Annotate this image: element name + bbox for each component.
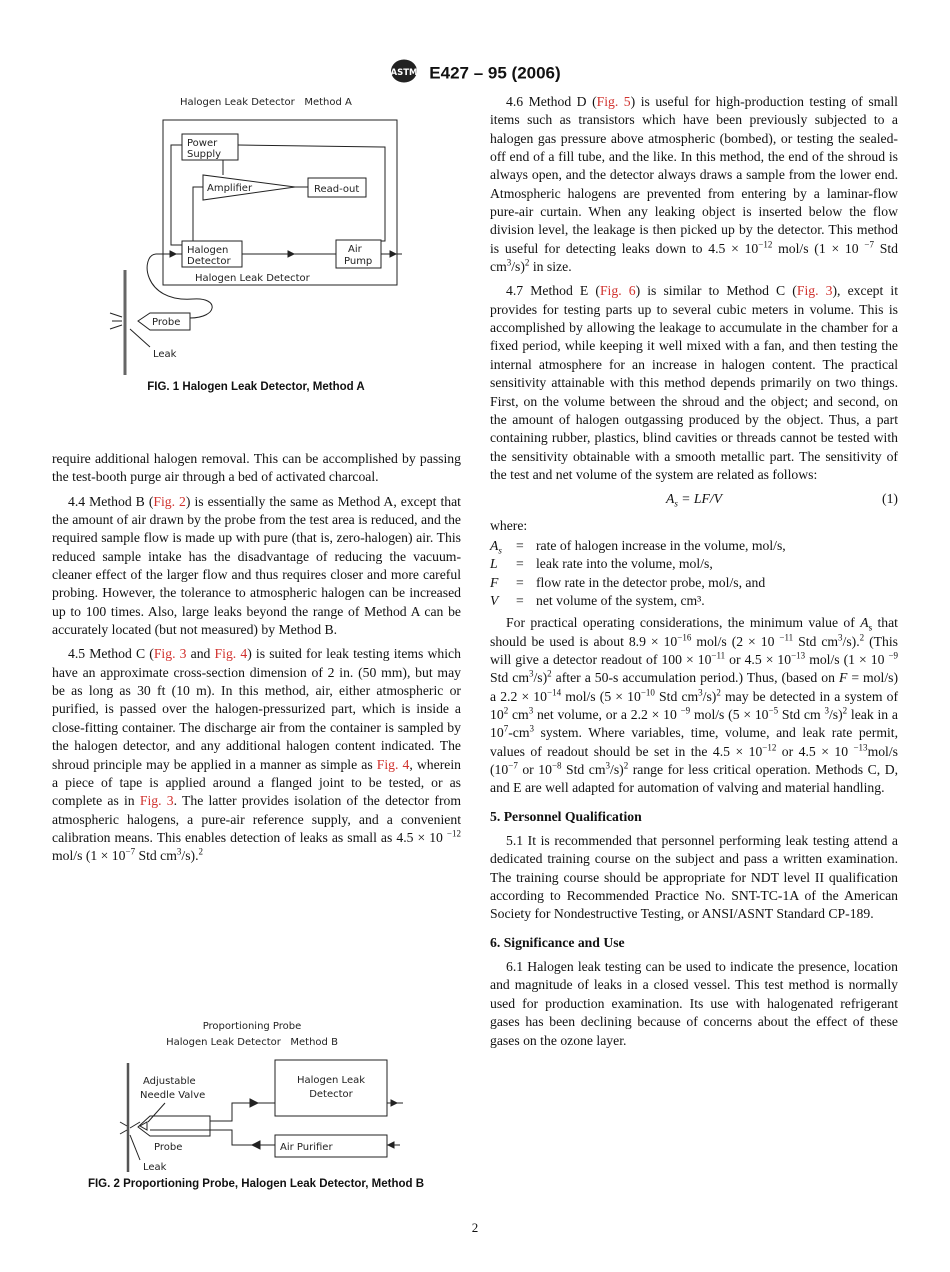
def-text: flow rate in the detector probe, mol/s, and — [536, 574, 766, 590]
probe-shape — [138, 1116, 210, 1136]
superscript: 3 — [824, 705, 829, 716]
text-run: and — [186, 646, 215, 662]
text-run: Std cm — [778, 707, 825, 722]
fig2-title: Proportioning Probe — [202, 1021, 302, 1032]
text-run: /s). — [842, 633, 860, 649]
label-amplifier: Amplifier — [207, 183, 253, 194]
section-6-heading: 6. Significance and Use — [490, 934, 625, 950]
text-run: /s). — [181, 848, 199, 864]
text-run: For practical operating considerations, the minimum value of — [506, 615, 861, 631]
text-run: Std cm — [490, 240, 898, 275]
text-run: may be detected in a system of 10 — [490, 688, 899, 722]
label-halogen: Halogen — [187, 245, 229, 256]
label-supply: Supply — [187, 149, 222, 160]
italic-symbol: F — [838, 670, 848, 686]
superscript: −7 — [508, 760, 518, 771]
label-probe: Probe — [154, 1142, 183, 1153]
text-run: ) is suited for leak testing items which have an approximate cross-section dimension of 2 in. (50 mm), but may be as long as 30 ft (10 m). In this method, air, either atmospheric or purified, is passed over the halogen-pressurized part, which is inside a close-fitting container. The discharge air from the container is sampled by the halogen detector, and any additional halogen content indicated. The shroud principle may be applied in a manner as simple as — [52, 646, 461, 772]
text-run: /s) — [533, 670, 548, 686]
superscript: 2 — [716, 687, 721, 698]
label-detector: Detector — [187, 256, 231, 267]
text-run: /s) — [610, 762, 624, 778]
text-run: = mol/s) a 2.2 × 10 — [490, 670, 899, 704]
text-run: mol/s (1 × 10 — [52, 848, 126, 864]
superscript: −12 — [762, 742, 777, 753]
def-symbol: V — [490, 592, 499, 608]
superscript: 2 — [547, 668, 552, 679]
paragraph-4-6 — [490, 93, 898, 276]
label-air-purifier: Air Purifier — [280, 1142, 333, 1153]
superscript: 3 — [605, 760, 611, 771]
def-equals: = — [516, 574, 524, 590]
text-run: or 10 — [517, 762, 552, 778]
text-run: , wherein a piece of tape is applied around a flanged joint to be tested, or as complete as in — [52, 756, 461, 809]
paragraph-5-1 — [490, 832, 898, 924]
def-equals: = — [516, 537, 524, 553]
designation: E427 – 95 (2006) — [429, 63, 561, 83]
figure-1-caption: FIG. 1 Halogen Leak Detector, Method A — [147, 381, 365, 393]
text-run: range for less critical operation. Methods C, D, and E are well adapted for automation of valving and material handling. — [490, 762, 899, 796]
superscript: 2 — [842, 705, 848, 716]
text-run: ) is similar to Method C ( — [635, 283, 797, 299]
figure-1-diagram — [90, 85, 430, 375]
paragraph-4-4 — [52, 493, 461, 640]
figure-link[interactable]: Fig. 3 — [796, 283, 833, 299]
def-equals: = — [516, 556, 524, 572]
fig1-title: Halogen Leak Detector Method A — [180, 97, 352, 108]
text-run: net volume, or a 2.2 × 10 — [533, 707, 681, 722]
superscript: 3 — [506, 257, 512, 268]
text-run: or 4.5 × 10 — [725, 651, 792, 667]
section-5-heading: 5. Personnel Qualification — [490, 808, 642, 824]
text-run: mol/s (5 × 10 — [561, 688, 641, 704]
fig2-subtitle: Halogen Leak Detector Method B — [166, 1037, 338, 1048]
paragraph-6-1 — [490, 958, 898, 1050]
text-run: ) is essentially the same as Method A, except that the amount of air drawn by the probe from the test area is reduced, and the required sample flow is made up with pure (that is, zero-halogen) air. This reduced sample intake has the disadvantage of reducing the vacuum-cleaner effect of the larger flow and thus requires closer and more careful probing. However, the tolerance to atmospheric halogen can be increased up to 100 times. Also, large leaks beyond the range of Method A can be accurately located (but not measured) by Method B. — [52, 493, 461, 638]
figure-link[interactable]: Fig. 4 — [376, 756, 410, 772]
superscript: 3 — [698, 687, 703, 698]
superscript: −11 — [711, 650, 726, 661]
superscript: 2 — [198, 846, 204, 857]
superscript: −10 — [640, 687, 655, 698]
text-run: /s) — [828, 707, 843, 722]
text-run: system. Where variables, time, volume, and leak rate permit, values of readout should be set in the 4.5 × 10 — [490, 725, 898, 759]
superscript: −12 — [446, 828, 461, 839]
label-air: Air — [348, 244, 362, 255]
text-run: mol/s (2 × 10 — [691, 633, 780, 649]
superscript: −9 — [888, 650, 899, 661]
def-subscript: s — [498, 545, 502, 556]
figure-2-diagram — [80, 1010, 470, 1172]
superscript: −9 — [680, 705, 691, 716]
def-text: net volume of the system, cm³. — [536, 592, 705, 608]
text-run: . The latter provides isolation of the detector from atmospheric halogens, a pure-air reference supply, and a convenient calibration means. This enables detection of leaks as small as 4.5 × 10 — [52, 793, 461, 845]
text-run: that should be used is about 8.9 × 10 — [490, 615, 898, 649]
paragraph-4-7 — [490, 282, 898, 484]
superscript: −5 — [768, 705, 779, 716]
right-column — [490, 93, 898, 1056]
superscript: 3 — [176, 846, 182, 857]
where-label: where: — [490, 517, 528, 533]
text-run: = LF/V — [677, 491, 723, 507]
text-run: Std cm — [135, 848, 177, 864]
text-run: cm — [508, 707, 529, 722]
superscript: −13 — [791, 650, 806, 661]
text-run: Std cm — [490, 670, 529, 686]
superscript: −11 — [779, 632, 794, 643]
text-run: after a 50-s accumulation period.) Thus, (based on — [551, 670, 839, 686]
figure-link[interactable]: Fig. 2 — [153, 493, 186, 509]
def-symbol: A — [490, 537, 499, 553]
text-run: 4.4 Method B ( — [68, 493, 154, 509]
def-equals: = — [516, 592, 524, 608]
superscript: 3 — [838, 632, 843, 643]
superscript: 3 — [528, 705, 534, 716]
label-leak: Leak — [143, 1162, 167, 1172]
text-run: 4.7 Method E ( — [506, 283, 600, 299]
equation-text — [665, 491, 723, 509]
superscript: 3 — [528, 668, 534, 679]
subscript: s — [674, 498, 678, 509]
figure-link[interactable]: Fig. 5 — [596, 94, 631, 109]
definitions-list — [490, 537, 898, 610]
superscript: −7 — [864, 239, 874, 250]
text-run: 4.6 Method D ( — [506, 94, 597, 109]
text-run: /s) — [511, 259, 525, 275]
figure-link[interactable]: Fig. 4 — [214, 646, 248, 662]
text-run: or 4.5 × 10 — [776, 743, 854, 759]
paragraph — [52, 450, 461, 487]
text-run: ) is useful for high-production testing of small items such as transistors which have been previously subjected to a halogen gas pressure above atmospheric (bombed), or testing the sealed-off end of a fill tube, and the like. In this method, the end of the shroud is always open, and the detector always draws a sample from the lower end. Atmospheric halogens are prevented from entering by a laminar-flow pure-air curtain. When any leaking object is inserted below the flow division level, the leakage is then picked up by the detector. This method is useful for detecting leaks down to 4.5 × 10 — [490, 94, 898, 256]
superscript: −14 — [547, 687, 562, 698]
superscript: 3 — [529, 723, 534, 734]
label-readout: Read-out — [314, 184, 360, 195]
superscript: −16 — [677, 632, 692, 643]
figure-link[interactable]: Fig. 3 — [153, 646, 187, 662]
subscript: s — [868, 623, 873, 634]
text-run: mol/s (1 × 10 — [805, 651, 889, 667]
paragraph-practical — [490, 614, 898, 797]
definition-item — [490, 537, 898, 555]
label-detector: Detector — [309, 1089, 353, 1100]
superscript: −13 — [853, 742, 868, 753]
label-power: Power — [187, 138, 218, 149]
text-run: in size. — [529, 259, 572, 275]
superscript: −12 — [758, 239, 773, 250]
text-run: 5.1 It is recommended that personnel performing leak testing attend a dedicated training course on the subject and pass a written examination. The training course should be appropriate for NDT level II qualification according to Recommended Practice No. SNT-TC-1A of the American Society for Nondestructive Testing, or ANSI/ASNT Standard CP-189. — [490, 833, 898, 922]
text-run: A — [665, 491, 675, 507]
text-run: Std cm — [561, 762, 606, 778]
def-text: leak rate into the volume, mol/s, — [536, 556, 713, 572]
page-number: 2 — [471, 1220, 479, 1235]
definition-item — [490, 574, 898, 592]
text-run: 4.5 Method C ( — [68, 646, 154, 662]
equation-1 — [490, 490, 898, 508]
label-needle-valve: Needle Valve — [140, 1090, 206, 1101]
label-probe: Probe — [152, 317, 181, 328]
def-text: rate of halogen increase in the volume, mol/s, — [536, 537, 786, 553]
italic-symbol: A — [860, 615, 869, 631]
figure-link[interactable]: Fig. 6 — [599, 283, 636, 299]
text-run: require additional halogen removal. This can be accomplished by passing the test-booth purge air through a bed of activated charcoal. — [52, 451, 461, 485]
figure-2-caption: FIG. 2 Proportioning Probe, Halogen Leak Detector, Method B — [87, 1178, 425, 1190]
definition-item — [490, 592, 898, 610]
superscript: 2 — [623, 760, 629, 771]
left-column — [52, 450, 461, 872]
superscript: 2 — [524, 257, 530, 268]
label-enclosure: Halogen Leak Detector — [195, 273, 310, 284]
equation-number: (1) — [882, 491, 898, 507]
text-run: leak in a 10 — [490, 707, 898, 741]
superscript: −8 — [551, 760, 562, 771]
svg-text:ASTM: ASTM — [390, 68, 418, 78]
text-run: mol/s (1 × 10 — [772, 240, 865, 256]
superscript: 2 — [503, 705, 509, 716]
figure-link[interactable]: Fig. 3 — [139, 793, 174, 809]
label-halogen-leak: Halogen Leak — [296, 1075, 366, 1086]
superscript: 7 — [503, 723, 509, 734]
text-run: mol/s (10 — [490, 743, 898, 778]
text-run: Std cm — [793, 633, 839, 649]
definition-item — [490, 555, 898, 573]
superscript: 2 — [859, 632, 865, 643]
superscript: −7 — [125, 846, 136, 857]
text-run: Std cm — [654, 688, 699, 704]
halogen-leak-detector-box — [275, 1060, 387, 1116]
def-symbol: L — [490, 556, 498, 572]
text-run: ), except it provides for testing parts up to several cubic meters in volume. This is accomplished by allowing the leakage to accumulate in the chamber for a fixed period, while keeping it well mixed with a fan, and then testing the internal atmosphere for an increase in halogen content. The practical sensitivity attainable with this method depends primarily on two things. First, on the volume between the shroud and the object; and second, on the amount of halogen outgassing produced by the object. Thus, a part containing rubber, plastics, blind cavities or threads cannot be tested with the sensitivity obtainable with a smooth metallic part. The sensitivity of the test and net volume of the system are related as follows: — [490, 283, 898, 482]
label-pump: Pump — [344, 256, 373, 267]
text-run: 6.1 Halogen leak testing can be used to indicate the presence, location and magnitude of leaks in a closed vessel. This test method is normally used for production examination. Its use with halogenated refrigerant gases has been declining because of concerns about the effect of these gases on the ozone layer. — [490, 959, 898, 1048]
label-adjustable: Adjustable — [143, 1076, 196, 1087]
label-leak: Leak — [153, 349, 177, 360]
text-run: /s) — [702, 688, 717, 704]
text-run: mol/s (5 × 10 — [690, 707, 769, 722]
text-run: -cm — [508, 725, 530, 741]
paragraph-4-5 — [52, 645, 461, 865]
text-run: (This will give a detector readout of 100 × 10 — [490, 633, 899, 667]
def-symbol: F — [490, 574, 499, 590]
